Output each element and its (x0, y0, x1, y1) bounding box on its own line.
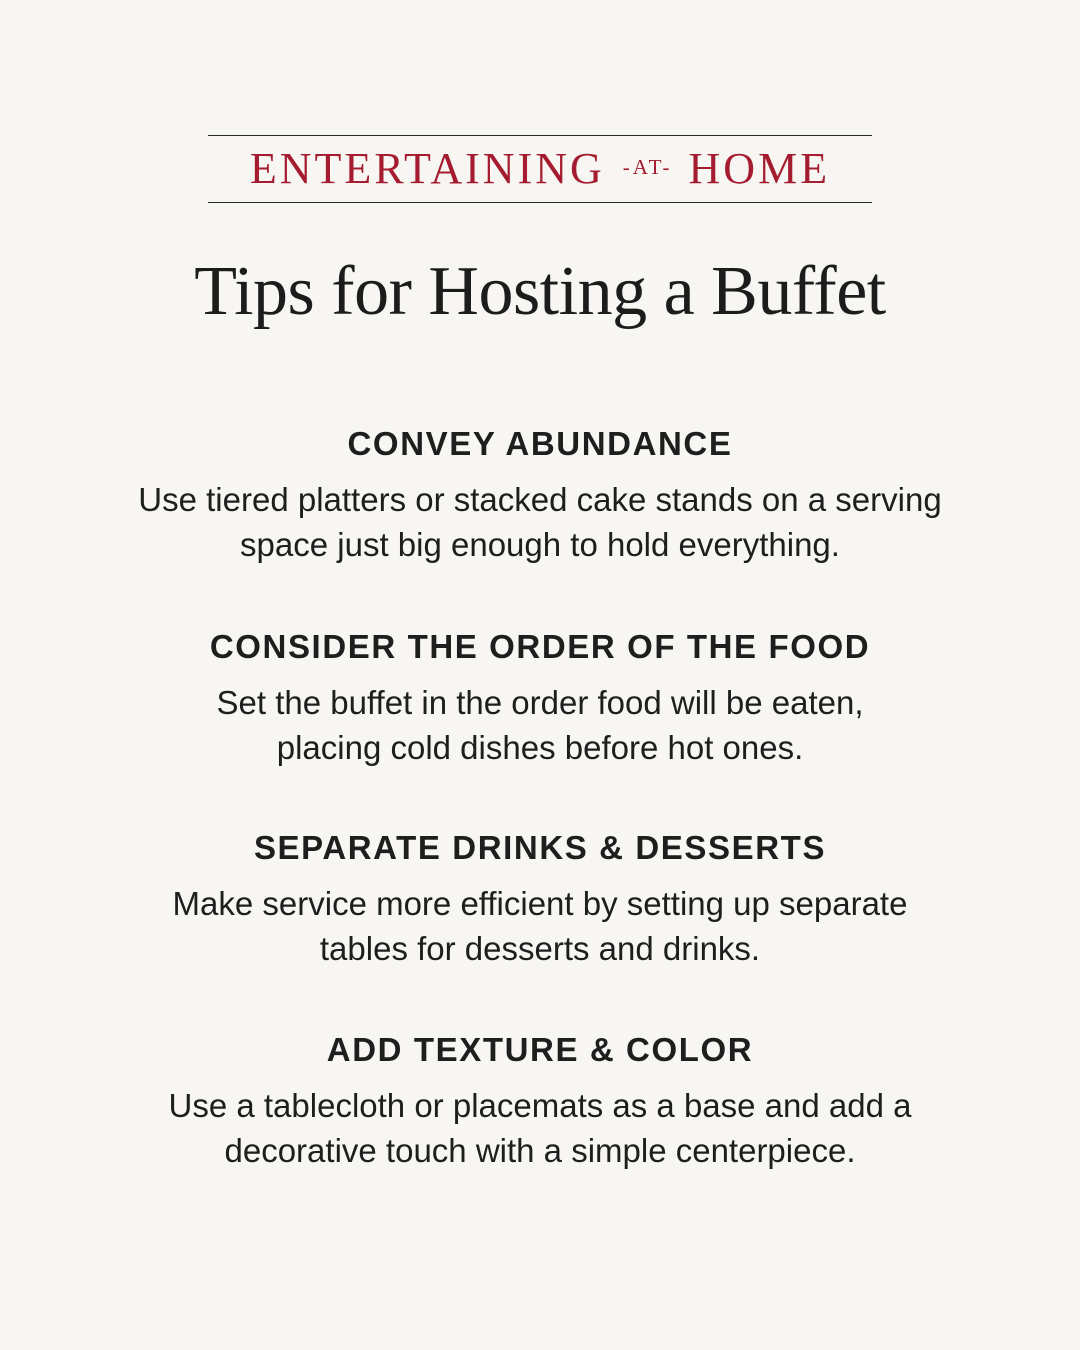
tip-heading: CONVEY ABUNDANCE (347, 425, 733, 462)
tip-description-line: placing cold dishes before hot ones. (276, 729, 804, 766)
tip-heading: SEPARATE DRINKS & DESSERTS (253, 829, 827, 866)
tip-description (0, 1083, 1080, 1173)
tip-description-line: Use tiered platters or stacked cake stands on a serving (138, 481, 942, 518)
tip-description-line: tables for desserts and drinks. (319, 930, 761, 967)
tip-description (0, 477, 1080, 567)
brand-word-at: -AT- (622, 154, 673, 179)
brand-logo (208, 135, 872, 203)
brand-word-entertaining: ENTERTAINING (249, 144, 605, 193)
tip-separate-drinks-desserts (0, 828, 1080, 971)
tip-description-line: decorative touch with a simple centerpiece. (224, 1132, 856, 1169)
tip-description-line: Make service more efficient by setting up separate (172, 885, 908, 922)
tip-description-line: Set the buffet in the order food will be eaten, (216, 684, 864, 721)
tip-heading: ADD TEXTURE & COLOR (326, 1031, 754, 1068)
tip-description (0, 881, 1080, 971)
tip-description (0, 680, 1080, 770)
page-title: Tips for Hosting a Buffet (194, 253, 886, 330)
tip-description-line: space just big enough to hold everything. (240, 526, 840, 563)
brand-word-home: HOME (688, 144, 831, 193)
tip-heading: CONSIDER THE ORDER OF THE FOOD (209, 628, 871, 665)
tip-convey-abundance (0, 424, 1080, 567)
tip-texture-color (0, 1030, 1080, 1173)
tip-order-of-food (0, 627, 1080, 770)
tip-description-line: Use a tablecloth or placemats as a base and add a (168, 1087, 912, 1124)
